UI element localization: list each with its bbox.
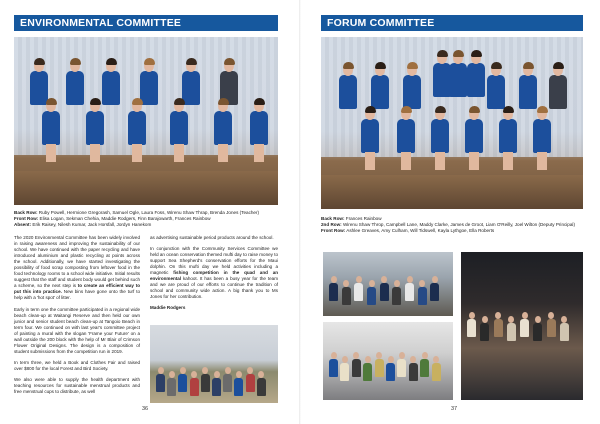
forum-photo-caption [321,216,585,235]
page-number: 36 [142,406,149,412]
caption-front-row-label: Front Row: [14,216,39,222]
right-page [301,0,600,424]
paragraph-text: In conjunction with the Community Services Committee we held an ocean conservation themed mufti day to raise money to support Sea Shepherd's conservation efforts for the Maui dolphin. On this mufti day we held activities including a magnetic [150,246,278,276]
caption-front-row-names: Elisa Logan, Sekman Chehia, Maddie Rodgers, Finn Barajowarth, Frances Rainbow [39,216,211,222]
forum-event-photo-1 [323,252,453,316]
article-paragraph [150,246,278,300]
article-paragraph: Early in term one the committee participated in a regional wide beach clean-up at Waitangi Reserve and then held our own junior and senior student beach clean-up at Tangoio Beach in term four. We continued on with last year's committee project of painting a mural with the slogan 'Frame your Future' on a wall outside the 200 block with the help of Mr Blair of Crimson Flower Original Designs. The design is a composition of student submissions from the competition run in 2019. [14,306,140,354]
forum-event-photo-2 [323,322,453,400]
beach-cleanup-photo [150,325,278,403]
caption-second-row-label: 2nd Row: [321,222,342,228]
caption-back-row-label: Back Row: [321,216,345,221]
paragraph-text: New bins have gone onto the turf to help with a 'hot spot' of litter. [14,289,140,301]
article-paragraph: as advertising sustainable period products around the school. [150,235,274,240]
environmental-photo-caption [14,210,280,229]
article-paragraph [14,235,140,302]
environmental-committee-heading: ENVIRONMENTAL COMMITTEE [14,15,278,31]
caption-front-row-names: Ashlee Greaves, Amy Culham, Will Tidswell, Kayla Lythgoe, Ella Roberts [346,228,495,234]
article-author: Maddie Rodgers [150,305,186,311]
article-paragraph: We also were able to supply the health department with teaching resources for sustainable menstrual products and free menstrual cups to distribute, as well [14,376,140,395]
paragraph-text: kahoot. It has been a busy year for the team and we are proud of our efforts to continue the tradition of school and community wide action. A big thank you to Ms Jones for her contribution. [150,276,278,300]
caption-back-row-label: Back Row: [14,210,38,215]
article-column-2 [150,235,278,317]
caption-front-row-label: Front Row: [321,228,346,234]
highlighted-text: fishing competition in the quad and an environmental [150,270,279,282]
forum-committee-group-photo [321,37,583,209]
article-column-1 [14,235,140,400]
caption-absent-label: Absent: [14,222,32,228]
paragraph-text: The 2020 Environmental Committee has been widely involved in raising awareness and improving the sustainability of our school. We have continued with the paper recycling and have introduced aluminium and plastic recycling at points across the school. Additionally, we have started investigating the possibility of food scrap composting from leftover food in the food technology rooms to a school wide initiative. Initial results suggest that the staff and student body would get behind such a scheme, so the next step is [14,235,140,289]
caption-back-row-names: Frances Rainbow [345,216,382,221]
forum-event-photo-3 [461,252,583,400]
photo-floor [14,171,278,205]
page-number: 37 [451,406,458,412]
forum-committee-heading: FORUM COMMITTEE [321,15,583,31]
caption-absent-names: Erik Raisey, Nilesh Kumar, Jack Horsfall, Jordyn Hanekom [32,222,152,228]
article-paragraph: In term three, we held a Book and Clothes Fair and raised over $800 for the local Forest and Bird Society. [14,359,140,371]
environmental-committee-group-photo [14,37,278,205]
left-page [0,0,299,424]
photo-floor [321,175,583,209]
caption-second-row-names: Wirenu Shaw Throp, Campbell Lane, Maddy Clarke, James de Groot, Liam O'Reilly, Joel Wilton (Deputy Principal) [342,222,575,228]
caption-back-row-names: Ruby Powell, Hermione Gregorash, Samuel Ogle, Laura Foss, Wirenu Shaw Thrap, Brenda Jones (Teacher) [38,210,260,215]
highlighted-text: to create an efficient way to put this into practice. [14,283,140,295]
